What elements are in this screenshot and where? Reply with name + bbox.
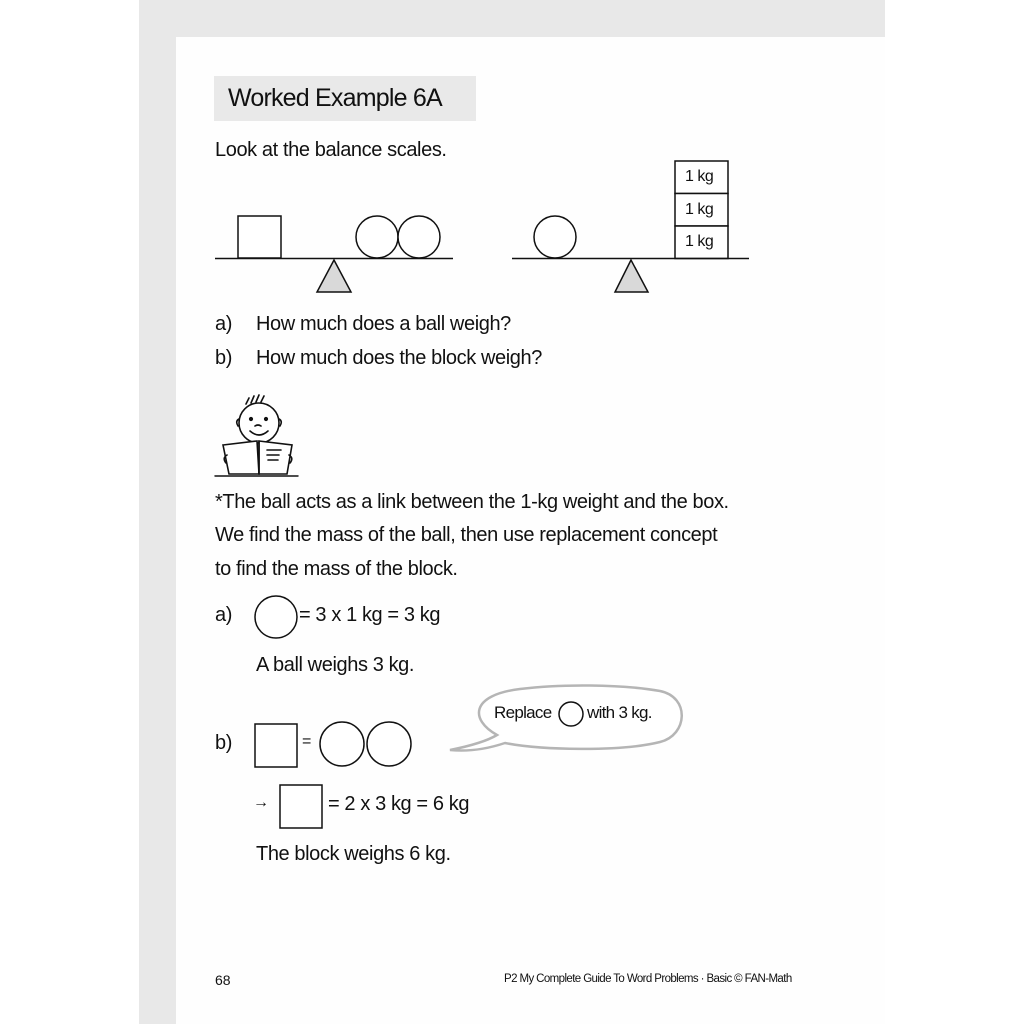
weight-label: 1 kg: [685, 233, 714, 250]
question-b-label: b): [215, 347, 232, 369]
square-block-icon: [280, 785, 322, 828]
right-arrow-icon: →: [253, 794, 269, 811]
solution-a-answer: A ball weighs 3 kg.: [256, 654, 415, 676]
solution-b-equals: =: [302, 733, 312, 750]
weight-label: 1 kg: [685, 201, 714, 218]
weight-label: 1 kg: [685, 168, 714, 185]
footer-credit: P2 My Complete Guide To Word Problems · Basic © FAN-Math: [504, 973, 792, 985]
bubble-text-before: Replace: [494, 703, 552, 722]
solution-a-equation: = 3 x 1 kg = 3 kg: [299, 604, 441, 626]
explanation-line-1: *The ball acts as a link between the 1-kg weight and the box.: [215, 491, 729, 513]
triangle-fulcrum-icon: [615, 260, 648, 292]
circle-ball-icon: [398, 216, 440, 258]
bubble-text-after: with 3 kg.: [587, 703, 652, 722]
page-title: Worked Example 6A: [228, 84, 442, 112]
circle-ball-icon: [559, 702, 583, 726]
circle-ball-icon: [534, 216, 576, 258]
circle-ball-icon: [367, 722, 411, 766]
explanation-line-3: to find the mass of the block.: [215, 558, 458, 580]
boy-reading-book-icon: [215, 395, 298, 476]
solution-a-label: a): [215, 604, 232, 626]
triangle-fulcrum-icon: [317, 260, 351, 292]
question-b-text: How much does the block weigh?: [256, 347, 542, 369]
square-block-icon: [238, 216, 281, 258]
explanation-line-2: We find the mass of the ball, then use replacement concept: [215, 524, 718, 546]
solution-b-label: b): [215, 732, 232, 754]
balance-scale-2: [512, 161, 749, 292]
question-a-text: How much does a ball weigh?: [256, 313, 511, 335]
solution-b-answer: The block weighs 6 kg.: [256, 843, 451, 865]
circle-ball-icon: [320, 722, 364, 766]
page-number: 68: [215, 972, 231, 988]
balance-scale-1: [215, 216, 453, 292]
circle-ball-icon: [356, 216, 398, 258]
solution-b-equation: = 2 x 3 kg = 6 kg: [328, 793, 470, 815]
intro-text: Look at the balance scales.: [215, 139, 447, 161]
question-a-label: a): [215, 313, 232, 335]
square-block-icon: [255, 724, 297, 767]
circle-ball-icon: [255, 596, 297, 638]
